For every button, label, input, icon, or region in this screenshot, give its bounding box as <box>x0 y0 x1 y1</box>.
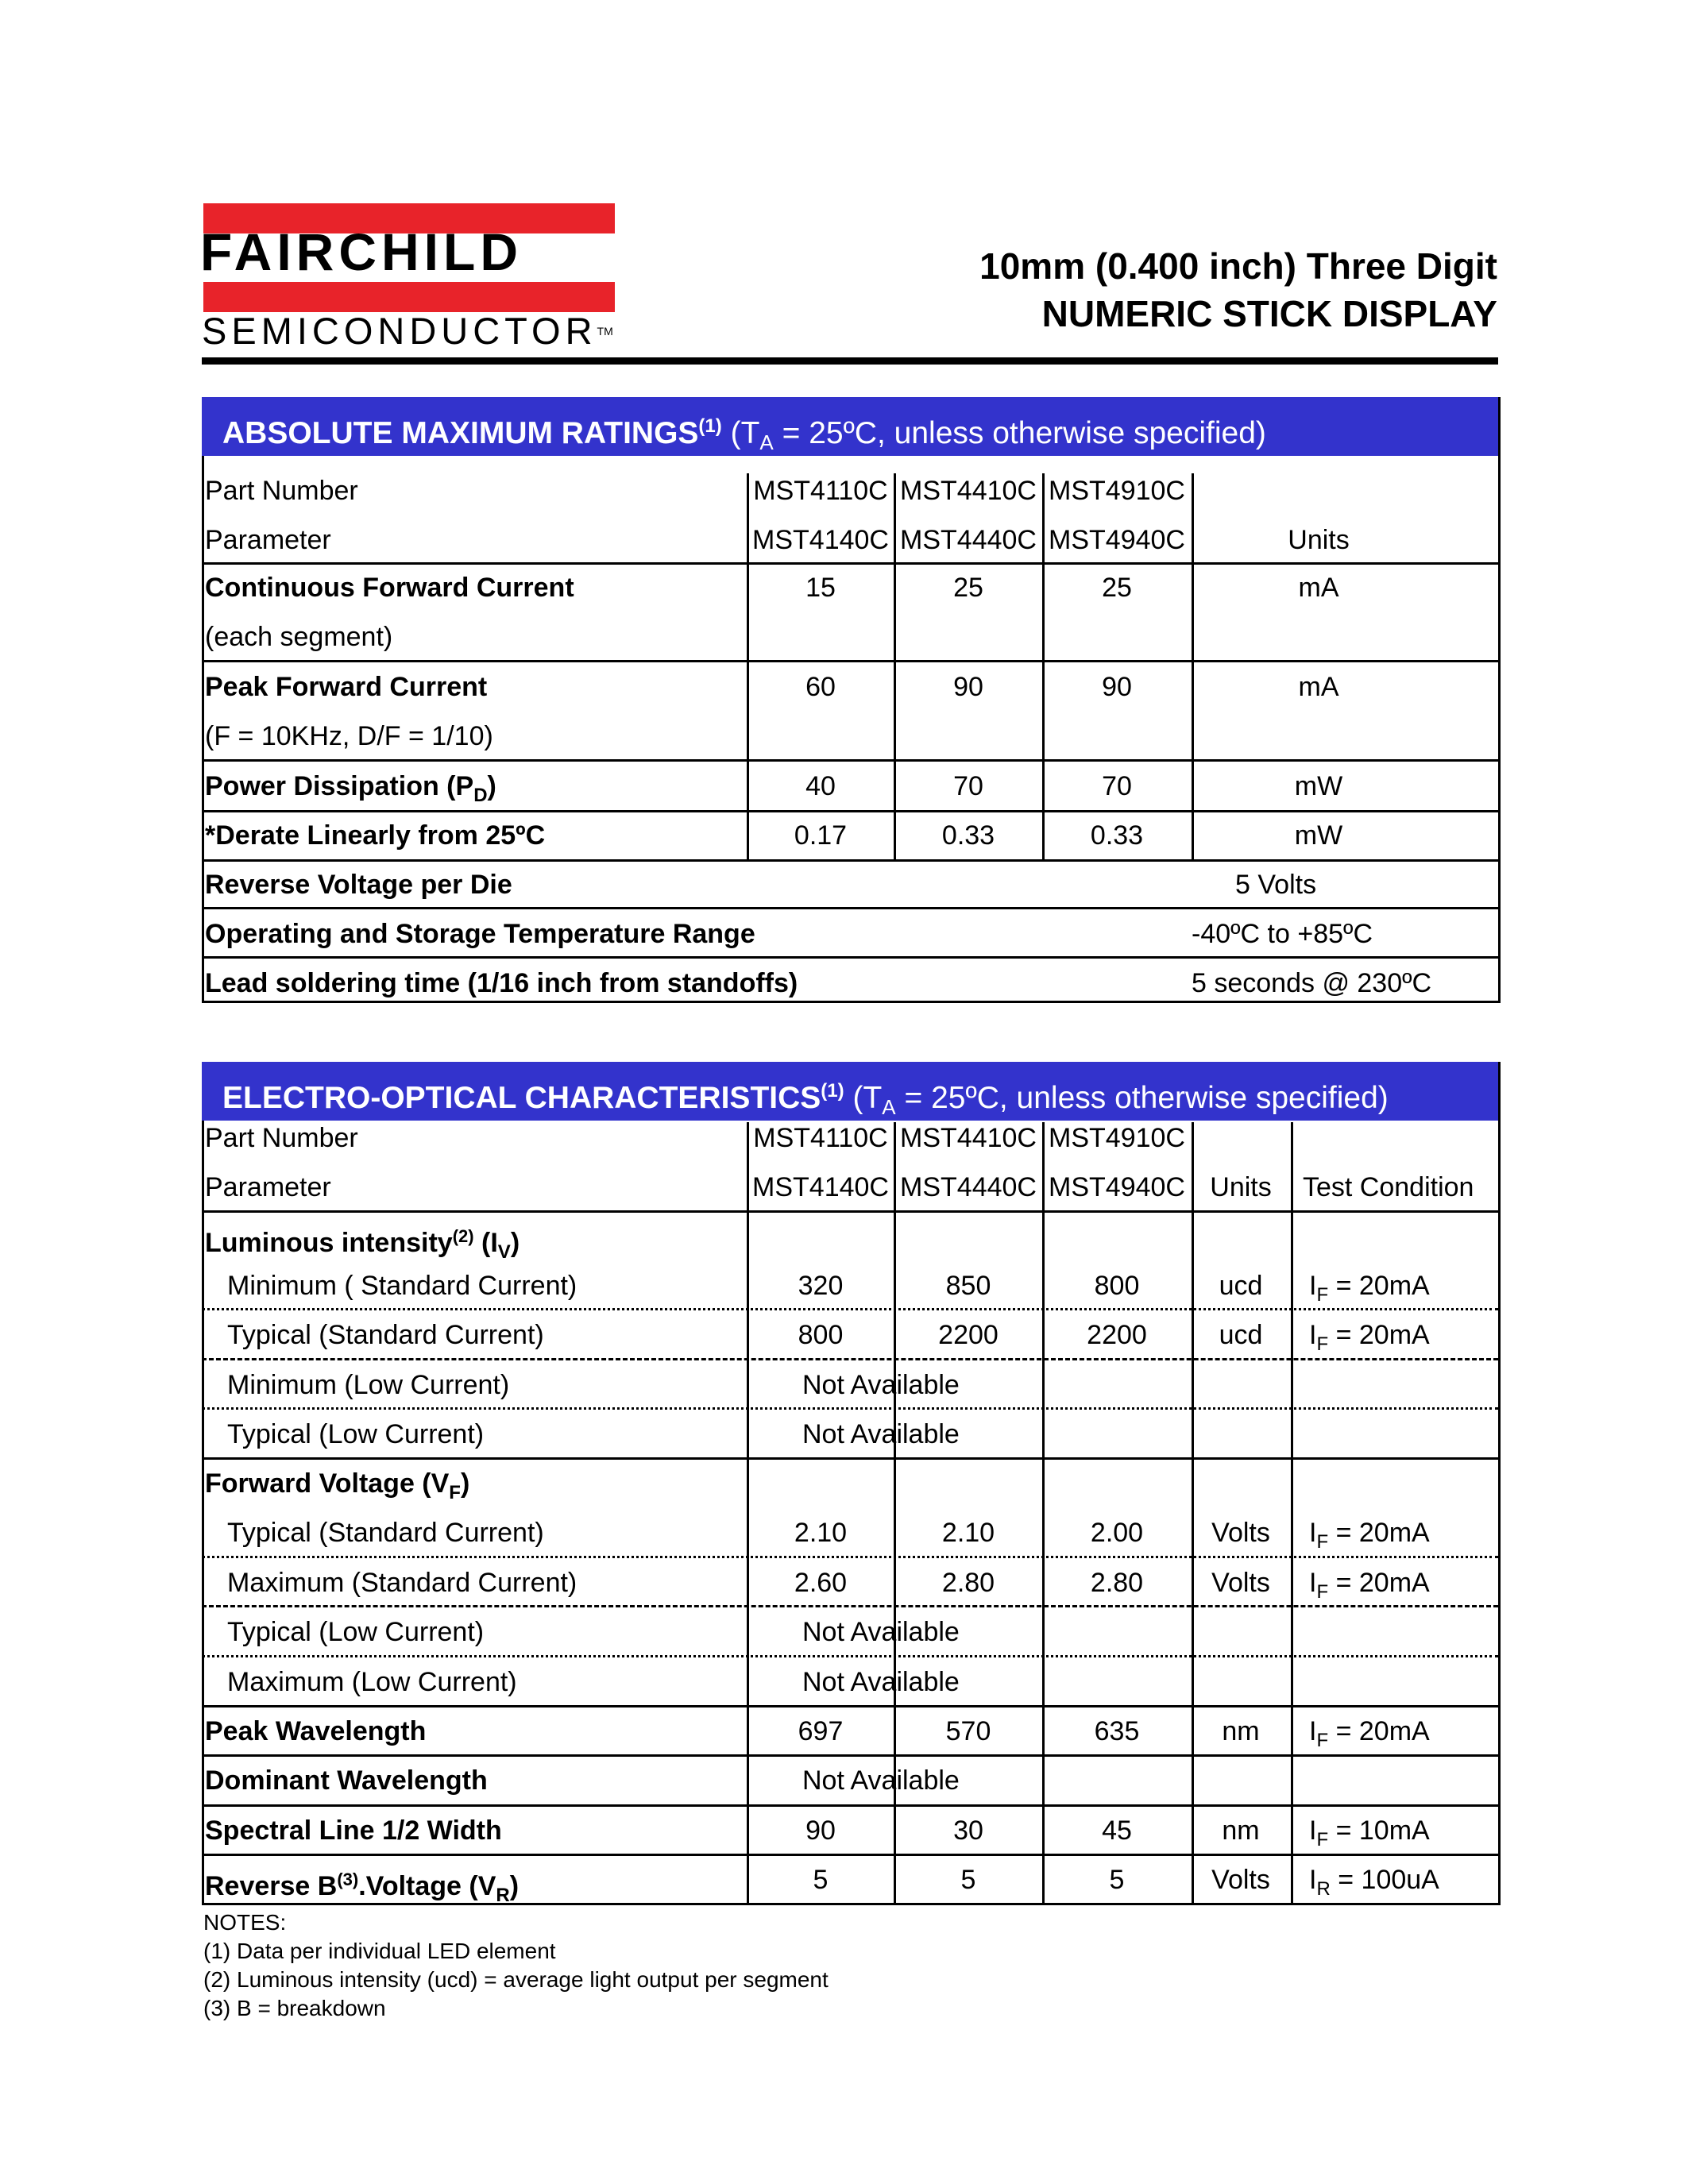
eo-row-rule <box>202 1457 1498 1460</box>
abs-row-param-note: (F = 10KHz, D/F = 1/10) <box>205 721 493 751</box>
eo-col-rule-4 <box>1291 1122 1293 1904</box>
abs-row-value: 25 <box>1102 573 1132 603</box>
eo-lum-row-not-available: Not Available <box>802 1419 960 1449</box>
eo-row-rule <box>202 1804 1498 1807</box>
abs-row-param: Continuous Forward Current <box>205 573 574 603</box>
abs-row-param: Power Dissipation $(P_D)$ <box>205 771 496 806</box>
eo-reverse-condition: $I_R = 100uA$ <box>1309 1865 1439 1900</box>
abs-col-rule-1 <box>1042 473 1045 861</box>
eo-right-border <box>1498 1062 1501 1904</box>
abs-row-value: 15 <box>805 573 836 603</box>
eo-vf-row-condition: $I_F = 20mA$ <box>1309 1568 1430 1603</box>
eo-lum-row-condition: $I_F = 20mA$ <box>1309 1271 1430 1306</box>
eo-peak-wl-value: 697 <box>798 1716 844 1746</box>
abs-lead-solder-value: 5 seconds @ 230ºC <box>1192 968 1432 998</box>
abs-max-condition: ($T_A$ = 25ºC, unless otherwise specified) <box>730 416 1266 454</box>
abs-row-rule <box>202 907 1498 909</box>
abs-row-value: 70 <box>953 771 983 801</box>
eo-lum-row-unit: ucd <box>1219 1271 1263 1301</box>
eo-vf-row-value: 2.00 <box>1090 1518 1144 1548</box>
eo-lum-group-label: Luminous intensity$^{(2)}$ $(I_V)$ <box>205 1226 520 1263</box>
eo-vf-row-value: 2.80 <box>941 1568 995 1598</box>
abs-row-value: 60 <box>805 672 836 702</box>
eo-lum-row-value: 800 <box>1094 1271 1140 1301</box>
eo-col-rule-3 <box>1192 1122 1194 1904</box>
eo-part-3-b: MST4940C <box>1049 1172 1185 1202</box>
eo-peak-wl-value: 570 <box>945 1716 991 1746</box>
eo-row-rule <box>202 1754 1498 1757</box>
eo-peak-wl-condition: $I_F = 20mA$ <box>1309 1716 1430 1751</box>
eo-dom-wl-not-available: Not Available <box>802 1765 960 1796</box>
eo-vf-rule <box>202 1605 1498 1607</box>
eo-reverse-value: 5 <box>960 1865 976 1895</box>
eo-part-1-b: MST4140C <box>752 1172 889 1202</box>
abs-row-value: 70 <box>1102 771 1132 801</box>
abs-row-rule <box>202 859 1498 862</box>
abs-right-border <box>1498 397 1501 1002</box>
abs-row-value: 0.33 <box>941 820 995 851</box>
abs-row-rule <box>202 956 1498 959</box>
abs-hdr-parameter: Parameter <box>205 525 331 555</box>
eo-part-3-a: MST4910C <box>1049 1123 1185 1153</box>
eo-spectral-value: 90 <box>805 1815 836 1846</box>
eo-spectral-unit: nm <box>1222 1815 1260 1846</box>
abs-col-rule-param <box>747 473 749 861</box>
eo-lum-row-condition: $I_F = 20mA$ <box>1309 1320 1430 1355</box>
note-2: (2) Luminous intensity (ucd) = average light output per segment <box>203 1967 829 1992</box>
eo-vf-row-value: 2.10 <box>941 1518 995 1548</box>
eo-vf-row-not-available: Not Available <box>802 1617 960 1647</box>
eo-vf-row-unit: Volts <box>1211 1568 1270 1598</box>
header-rule <box>202 357 1498 365</box>
eo-spectral-value: 45 <box>1102 1815 1132 1846</box>
eo-vf-row-value: 2.10 <box>794 1518 848 1548</box>
eo-part-2-a: MST4410C <box>900 1123 1037 1153</box>
abs-row-rule <box>202 759 1498 762</box>
abs-part-1-a: MST4110C <box>753 476 888 506</box>
abs-part-2-a: MST4410C <box>900 476 1037 506</box>
eo-vf-row-unit: Volts <box>1211 1518 1270 1548</box>
abs-bottom-border <box>202 1001 1501 1003</box>
notes <box>203 1908 829 2023</box>
abs-part-1-b: MST4140C <box>752 525 889 555</box>
eo-lum-rule <box>202 1407 1498 1410</box>
eo-spectral-condition: $I_F = 10mA$ <box>1309 1815 1430 1850</box>
abs-reverse-voltage-value: 5 Volts <box>1235 870 1317 900</box>
notes-heading: NOTES: <box>203 1910 287 1935</box>
eo-part-1-a: MST4110C <box>753 1123 888 1153</box>
abs-hdr-part-number: Part Number <box>205 476 358 506</box>
eo-lum-row-label: Typical (Standard Current) <box>227 1320 544 1350</box>
abs-row-unit: mA <box>1298 573 1339 603</box>
abs-max-title: ABSOLUTE MAXIMUM RATINGS <box>222 416 699 450</box>
eo-lum-row-value: 2200 <box>1087 1320 1147 1350</box>
eo-lum-rule <box>202 1308 1498 1310</box>
eo-condition: ($T_A$ = 25ºC, unless otherwise specified) <box>852 1081 1389 1119</box>
eo-lum-rule <box>202 1358 1498 1360</box>
abs-row-value: 90 <box>1102 672 1132 702</box>
eo-reverse-unit: Volts <box>1211 1865 1270 1895</box>
abs-max-note-ref: (1) <box>698 415 722 437</box>
eo-hdr-parameter: Parameter <box>205 1172 331 1202</box>
eo-vf-row-condition: $I_F = 20mA$ <box>1309 1518 1430 1553</box>
abs-part-2-b: MST4440C <box>900 525 1037 555</box>
abs-left-border <box>202 456 204 1002</box>
abs-row-param: Peak Forward Current <box>205 672 488 702</box>
abs-hdr-units: Units <box>1288 525 1350 555</box>
eo-vf-group-label: Forward Voltage $(V_F)$ <box>205 1468 470 1503</box>
abs-row-param: *Derate Linearly from 25ºC <box>205 820 546 851</box>
eo-hdr-part-number: Part Number <box>205 1123 358 1153</box>
note-1: (1) Data per individual LED element <box>203 1939 556 1963</box>
doc-title-line1: 10mm (0.400 inch) Three Digit <box>979 245 1497 287</box>
eo-col-rule-2 <box>1042 1122 1045 1904</box>
abs-row-value: 0.33 <box>1090 820 1144 851</box>
eo-spectral-value: 30 <box>953 1815 983 1846</box>
doc-title-line2: NUMERIC STICK DISPLAY <box>1041 293 1497 334</box>
eo-row-rule <box>202 1854 1498 1856</box>
abs-header-rule <box>202 562 1498 565</box>
eo-peak-wl-value: 635 <box>1094 1716 1140 1746</box>
eo-lum-row-label: Minimum (Low Current) <box>227 1370 510 1400</box>
eo-lum-row-not-available: Not Available <box>802 1370 960 1400</box>
eo-header-rule <box>202 1210 1498 1213</box>
abs-row-unit: mW <box>1294 820 1343 851</box>
eo-header-band <box>202 1062 1498 1121</box>
abs-row-value: 25 <box>953 573 983 603</box>
eo-vf-row-label: Maximum (Low Current) <box>227 1667 517 1697</box>
eo-col-rule-0 <box>747 1122 749 1904</box>
abs-col-rule-2 <box>1192 473 1194 861</box>
eo-reverse-value: 5 <box>813 1865 829 1895</box>
abs-row-rule <box>202 660 1498 662</box>
logo-tagline: SEMICONDUCTOR™ <box>202 310 613 352</box>
abs-row-rule <box>202 810 1498 812</box>
eo-reverse-value: 5 <box>1109 1865 1125 1895</box>
logo-bottom-bar <box>203 282 615 312</box>
abs-row-unit: mW <box>1294 771 1343 801</box>
note-3: (3) B = breakdown <box>203 1996 386 2020</box>
eo-part-2-b: MST4440C <box>900 1172 1037 1202</box>
eo-lum-row-value: 320 <box>798 1271 844 1301</box>
eo-vf-rule <box>202 1655 1498 1657</box>
abs-row-value: 90 <box>953 672 983 702</box>
eo-reverse-label: Reverse $B^{(3)}.Voltage$ $(V_R)$ <box>205 1870 520 1906</box>
eo-vf-row-label: Maximum (Standard Current) <box>227 1568 577 1598</box>
eo-lum-row-label: Typical (Low Current) <box>227 1419 485 1449</box>
abs-temp-range-param: Operating and Storage Temperature Range <box>205 919 755 949</box>
eo-peak-wl-unit: nm <box>1222 1716 1260 1746</box>
abs-max-header-band <box>202 397 1498 456</box>
eo-vf-row-label: Typical (Low Current) <box>227 1617 485 1647</box>
eo-note-ref: (1) <box>821 1080 844 1102</box>
abs-row-param-note: (each segment) <box>205 622 393 652</box>
eo-vf-row-value: 2.60 <box>794 1568 848 1598</box>
trademark: TM <box>597 325 613 338</box>
eo-vf-rule <box>202 1556 1498 1558</box>
eo-hdr-units: Units <box>1210 1172 1272 1202</box>
eo-lum-row-unit: ucd <box>1219 1320 1263 1350</box>
eo-hdr-test: Test Condition <box>1303 1172 1474 1202</box>
abs-part-3-a: MST4910C <box>1049 476 1185 506</box>
abs-temp-range-value: -40ºC to +85ºC <box>1192 919 1373 949</box>
eo-vf-row-value: 2.80 <box>1090 1568 1144 1598</box>
abs-row-unit: mA <box>1298 672 1339 702</box>
abs-reverse-voltage-param: Reverse Voltage per Die <box>205 870 512 900</box>
eo-dom-wl-label: Dominant Wavelength <box>205 1765 488 1796</box>
eo-vf-row-label: Typical (Standard Current) <box>227 1518 544 1548</box>
eo-title: ELECTRO-OPTICAL CHARACTERISTICS <box>222 1081 821 1115</box>
eo-lum-row-value: 850 <box>945 1271 991 1301</box>
eo-lum-row-value: 800 <box>798 1320 844 1350</box>
abs-lead-solder-param: Lead soldering time (1/16 inch from standoffs) <box>205 968 798 998</box>
eo-left-border <box>202 1121 204 1904</box>
eo-peak-wl-label: Peak Wavelength <box>205 1716 427 1746</box>
eo-lum-row-value: 2200 <box>938 1320 999 1350</box>
abs-part-3-b: MST4940C <box>1049 525 1185 555</box>
eo-vf-row-not-available: Not Available <box>802 1667 960 1697</box>
logo-wordmark: FAIRCHILD <box>200 222 523 281</box>
abs-row-value: 40 <box>805 771 836 801</box>
abs-col-rule-0 <box>894 473 896 861</box>
eo-row-rule <box>202 1705 1498 1707</box>
eo-lum-row-label: Minimum ( Standard Current) <box>227 1271 577 1301</box>
eo-spectral-label: Spectral Line 1/2 Width <box>205 1815 502 1846</box>
abs-row-value: 0.17 <box>794 820 848 851</box>
